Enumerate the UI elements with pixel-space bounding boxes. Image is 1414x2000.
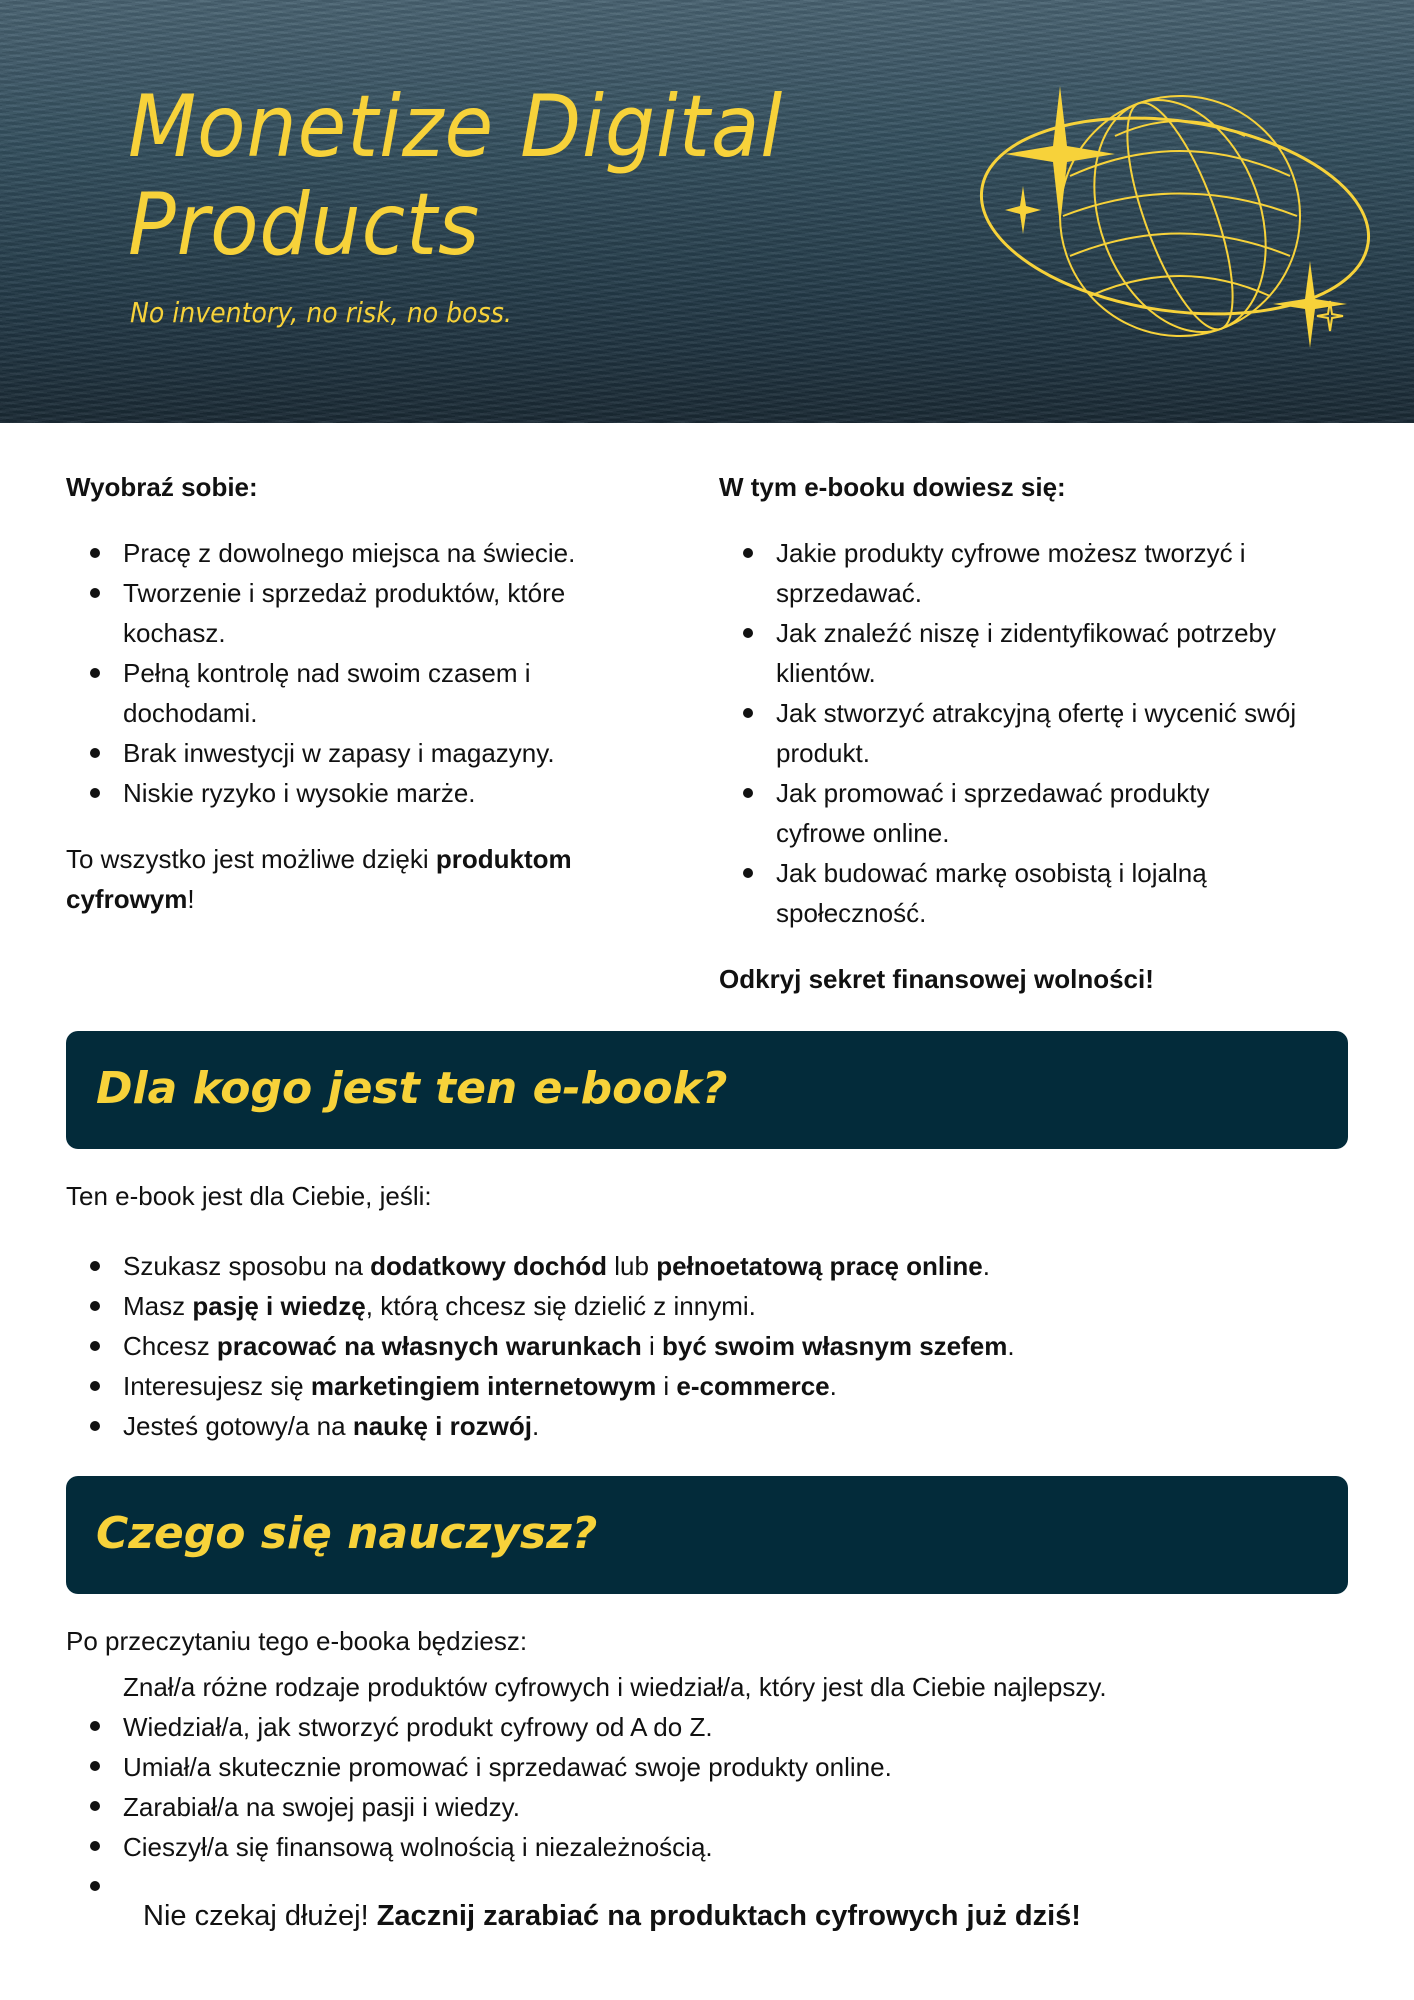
text: . bbox=[1007, 1331, 1015, 1361]
section-title: Dla kogo jest ten e-book? bbox=[96, 1063, 728, 1114]
list-item: Znał/a różne rodzaje produktów cyfrowych i wiedział/a, który jest dla Ciebie najlepszy. bbox=[66, 1667, 1366, 1707]
list-item: Umiał/a skutecznie promować i sprzedawać swoje produkty online. bbox=[66, 1747, 1366, 1787]
bold-text: dodatkowy dochód bbox=[370, 1251, 608, 1281]
section-header-audience bbox=[66, 1031, 1348, 1149]
left-column bbox=[66, 467, 666, 919]
section-header-learn bbox=[66, 1476, 1348, 1594]
left-list bbox=[66, 533, 666, 813]
list-item bbox=[66, 1406, 1366, 1446]
list-item: Cieszył/a się finansową wolnością i niezależnością. bbox=[66, 1827, 1366, 1867]
bold-text: pełnoetatową pracę online bbox=[656, 1251, 983, 1281]
bold-text: pasję i wiedzę bbox=[192, 1291, 366, 1321]
right-list bbox=[719, 533, 1359, 933]
text: Jesteś gotowy/a na bbox=[123, 1411, 353, 1441]
list-item: Jak znaleźć niszę i zidentyfikować potrzeby klientów. bbox=[719, 613, 1359, 693]
text: Nie czekaj dłużej! bbox=[143, 1900, 377, 1932]
left-heading: Wyobraź sobie: bbox=[66, 472, 258, 502]
text: . bbox=[531, 1411, 540, 1441]
list-item bbox=[66, 1286, 1366, 1326]
bold-text: e-commerce bbox=[676, 1371, 830, 1401]
call-to-action bbox=[143, 1896, 1081, 1936]
text: To wszystko jest możliwe dzięki bbox=[66, 844, 436, 874]
bold-text: marketingiem internetowym bbox=[310, 1371, 657, 1401]
hero-tagline: No inventory, no risk, no boss. bbox=[130, 296, 512, 329]
list-item: Jak promować i sprzedawać produkty cyfrowe online. bbox=[719, 773, 1359, 853]
list-item: Pracę z dowolnego miejsca na świecie. bbox=[66, 533, 666, 573]
text: i bbox=[641, 1331, 662, 1361]
section2-intro: Po przeczytaniu tego e-booka będziesz: bbox=[66, 1626, 528, 1656]
text: i bbox=[656, 1371, 677, 1401]
list-item bbox=[66, 1326, 1366, 1366]
list-item: Pełną kontrolę nad swoim czasem i dochodami. bbox=[66, 653, 666, 733]
text: . bbox=[982, 1251, 990, 1281]
section-title: Czego się nauczysz? bbox=[96, 1508, 598, 1559]
text: . bbox=[829, 1371, 837, 1401]
list-item: Jak budować markę osobistą i lojalną społeczność. bbox=[719, 853, 1359, 933]
section1-intro: Ten e-book jest dla Ciebie, jeśli: bbox=[66, 1181, 432, 1211]
left-closing bbox=[66, 839, 666, 919]
list-item: Tworzenie i sprzedaż produktów, które kochasz. bbox=[66, 573, 666, 653]
globe-sparkle-icon bbox=[975, 86, 1375, 356]
bold-text: naukę i rozwój bbox=[352, 1411, 532, 1441]
right-column bbox=[719, 467, 1359, 999]
bold-text: produktom cyfrowym bbox=[66, 844, 572, 914]
list-item: Jak stworzyć atrakcyjną ofertę i wycenić swój produkt. bbox=[719, 693, 1359, 773]
text: , którą chcesz się dzielić z innymi. bbox=[365, 1291, 756, 1321]
text: Szukasz sposobu na bbox=[123, 1251, 371, 1281]
section2-list bbox=[66, 1667, 1366, 1867]
bold-text: Zacznij zarabiać na produktach cyfrowych już dziś! bbox=[376, 1900, 1081, 1932]
bold-text: być swoim własnym szefem bbox=[662, 1331, 1008, 1361]
right-closing: Odkryj sekret finansowej wolności! bbox=[719, 964, 1154, 994]
list-item: Brak inwestycji w zapasy i magazyny. bbox=[66, 733, 666, 773]
text: Chcesz bbox=[123, 1331, 217, 1361]
section1-list bbox=[66, 1246, 1366, 1446]
text: Masz bbox=[123, 1291, 193, 1321]
list-item: Wiedział/a, jak stworzyć produkt cyfrowy od A do Z. bbox=[66, 1707, 1366, 1747]
list-item: Jakie produkty cyfrowe możesz tworzyć i sprzedawać. bbox=[719, 533, 1359, 613]
list-item: Niskie ryzyko i wysokie marże. bbox=[66, 773, 666, 813]
list-item: Zarabiał/a na swojej pasji i wiedzy. bbox=[66, 1787, 1366, 1827]
right-heading: W tym e-booku dowiesz się: bbox=[719, 472, 1066, 502]
list-item bbox=[66, 1366, 1366, 1406]
text: ! bbox=[187, 884, 195, 914]
bold-text: pracować na własnych warunkach bbox=[216, 1331, 642, 1361]
list-item bbox=[66, 1246, 1366, 1286]
title-line-2: Products bbox=[128, 175, 481, 275]
text: lub bbox=[607, 1251, 657, 1281]
hero-banner bbox=[0, 0, 1414, 423]
title-line-1: Monetize Digital bbox=[128, 77, 784, 177]
text: Interesujesz się bbox=[123, 1371, 311, 1401]
hero-title bbox=[128, 78, 783, 274]
